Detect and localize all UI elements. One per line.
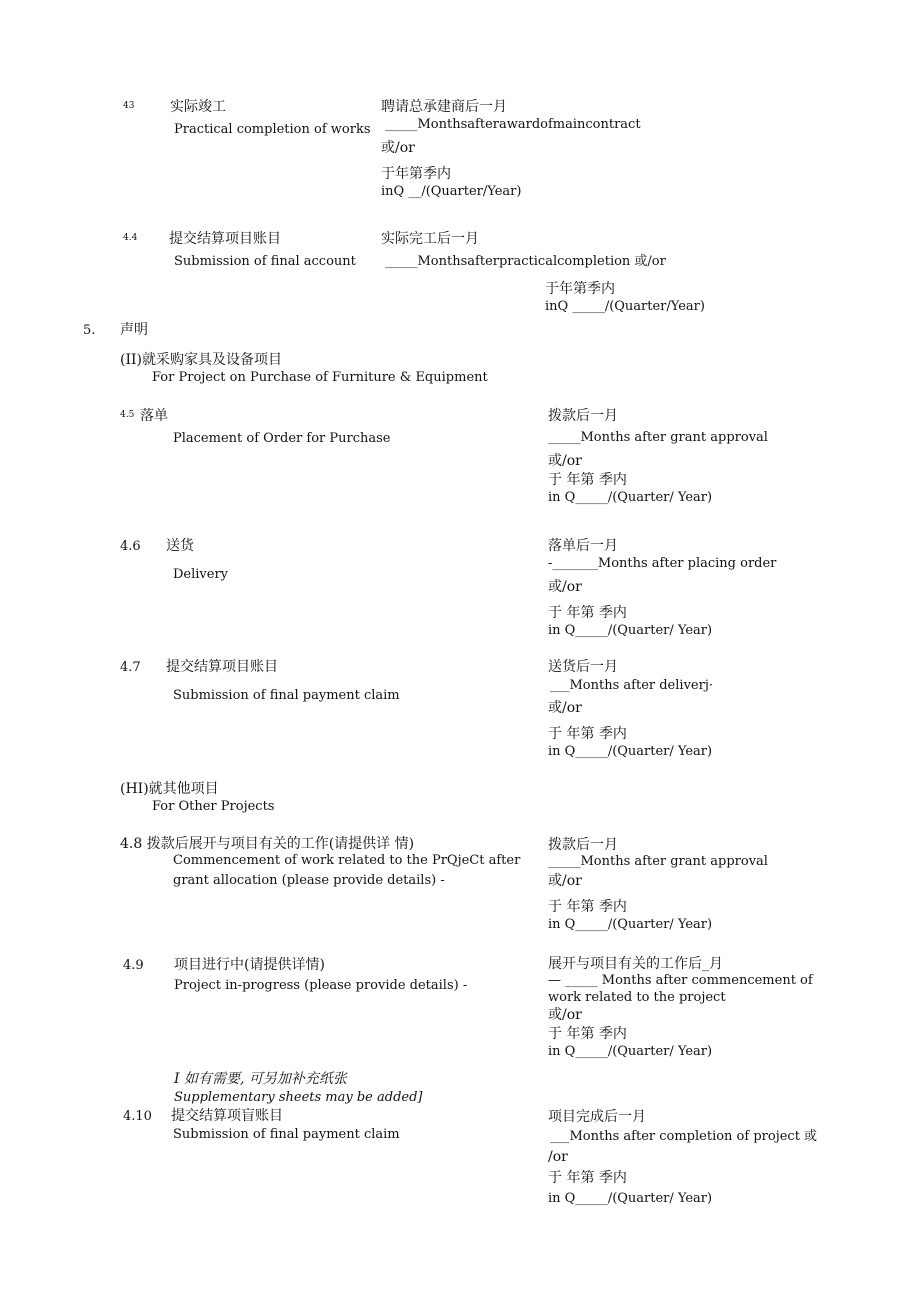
timing-en: -_______Months after placing order xyxy=(548,556,777,571)
or-text: 或/or xyxy=(381,140,415,156)
quarter-en: in Q_____/(Quarter/ Year) xyxy=(548,744,713,759)
quarter-zh: 于年第季内 xyxy=(545,281,615,297)
quarter-zh: 于 年第 季内 xyxy=(548,899,627,915)
timing-zh: 落单后一月 xyxy=(548,538,618,554)
item-title-zh: 落单 xyxy=(140,408,168,424)
item-number: 4.7 xyxy=(120,660,141,675)
or-text: 或/or xyxy=(548,700,582,716)
quarter-en: in Q_____/(Quarter/ Year) xyxy=(548,917,713,932)
item-number: 4.9 xyxy=(123,958,144,973)
item-title-en: Submission of final payment claim xyxy=(173,688,400,703)
quarter-en: inQ _____/(Quarter/Year) xyxy=(545,299,705,314)
item-title-en: Submission of final payment claim xyxy=(173,1127,400,1142)
timing-en: work related to the project xyxy=(548,990,726,1005)
item-title-zh: 提交结算项目账目 xyxy=(169,231,281,247)
quarter-zh: 于 年第 季内 xyxy=(548,1026,627,1042)
item-number: 43 xyxy=(123,101,135,111)
quarter-zh: 于 年第 季内 xyxy=(548,472,627,488)
or-text: 或/or xyxy=(548,873,582,889)
or-text: /or xyxy=(548,1149,568,1165)
timing-zh: 拨款后一月 xyxy=(548,408,618,424)
timing-zh: 展开与项目有关的工作后_月 xyxy=(548,956,723,972)
quarter-en: in Q_____/(Quarter/ Year) xyxy=(548,1044,713,1059)
item-title-zh: 4.8 拨款后展开与项目有关的工作(请提供详 情) xyxy=(120,836,415,852)
timing-en: ___Months after completion of project 或 xyxy=(550,1129,818,1144)
item-title-zh: 实际竣工 xyxy=(170,99,226,115)
timing-zh: 送货后一月 xyxy=(548,659,618,675)
item-title-en: Practical completion of works xyxy=(174,122,371,137)
item-title-en: Submission of final account xyxy=(174,254,356,269)
timing-zh: 聘请总承建商后一月 xyxy=(381,99,507,115)
section-number: 5. xyxy=(83,323,96,338)
timing-en: _____Months after grant approval xyxy=(548,430,768,445)
item-title-en: Delivery xyxy=(173,567,229,582)
note-en: Supplementary sheets may be added] xyxy=(174,1090,423,1105)
quarter-en: in Q_____/(Quarter/ Year) xyxy=(548,490,713,505)
part-title-en: For Other Projects xyxy=(152,799,275,814)
timing-en: _____Monthsafterpracticalcompletion 或/or xyxy=(385,254,666,269)
timing-zh: 拨款后一月 xyxy=(548,837,618,853)
quarter-zh: 于 年第 季内 xyxy=(548,1170,627,1186)
or-text: 或/or xyxy=(548,1007,582,1023)
timing-en: — _____ Months after commencement of xyxy=(548,973,813,988)
item-title-en: Commencement of work related to the PrQjeCt after xyxy=(173,853,521,868)
quarter-en: in Q_____/(Quarter/ Year) xyxy=(548,623,713,638)
item-title-zh: 送货 xyxy=(166,538,194,554)
timing-zh: 实际完工后一月 xyxy=(381,231,479,247)
item-title-zh: 提交结算项盲账目 xyxy=(171,1108,283,1124)
item-number: 4.4 xyxy=(123,233,138,243)
or-text: 或/or xyxy=(548,579,582,595)
quarter-zh: 于 年第 季内 xyxy=(548,726,627,742)
timing-zh: 项目完成后一月 xyxy=(548,1109,646,1125)
part-title-zh: (II)就采购家具及设备项目 xyxy=(120,352,282,368)
quarter-zh: 于 年第 季内 xyxy=(548,605,627,621)
section-title: 声明 xyxy=(120,322,148,338)
timing-en: _____Months after grant approval xyxy=(548,854,768,869)
item-title-en: grant allocation (please provide details) - xyxy=(173,873,445,888)
item-title-en: Project in-progress (please provide details) - xyxy=(174,978,468,993)
item-title-zh: 提交结算项目账目 xyxy=(166,659,278,675)
part-title-zh: (HI)就其他项目 xyxy=(120,781,219,797)
note-zh: I 如有需要, 可另加补充纸张 xyxy=(174,1071,347,1087)
item-title-en: Placement of Order for Purchase xyxy=(173,431,391,446)
quarter-zh: 于年第季内 xyxy=(381,166,451,182)
timing-en: ___Months after deliverj· xyxy=(550,678,713,693)
part-title-en: For Project on Purchase of Furniture & Equipment xyxy=(152,370,488,385)
or-text: 或/or xyxy=(548,453,582,469)
item-title-zh: 项目进行中(请提供详情) xyxy=(174,957,325,973)
quarter-en: inQ __/(Quarter/Year) xyxy=(381,184,522,199)
item-number: 4.5 xyxy=(120,410,135,420)
item-number: 4.6 xyxy=(120,539,141,554)
quarter-en: in Q_____/(Quarter/ Year) xyxy=(548,1191,713,1206)
timing-en: _____Monthsafterawardofmaincontract xyxy=(385,117,641,132)
item-number: 4.10 xyxy=(123,1109,152,1124)
